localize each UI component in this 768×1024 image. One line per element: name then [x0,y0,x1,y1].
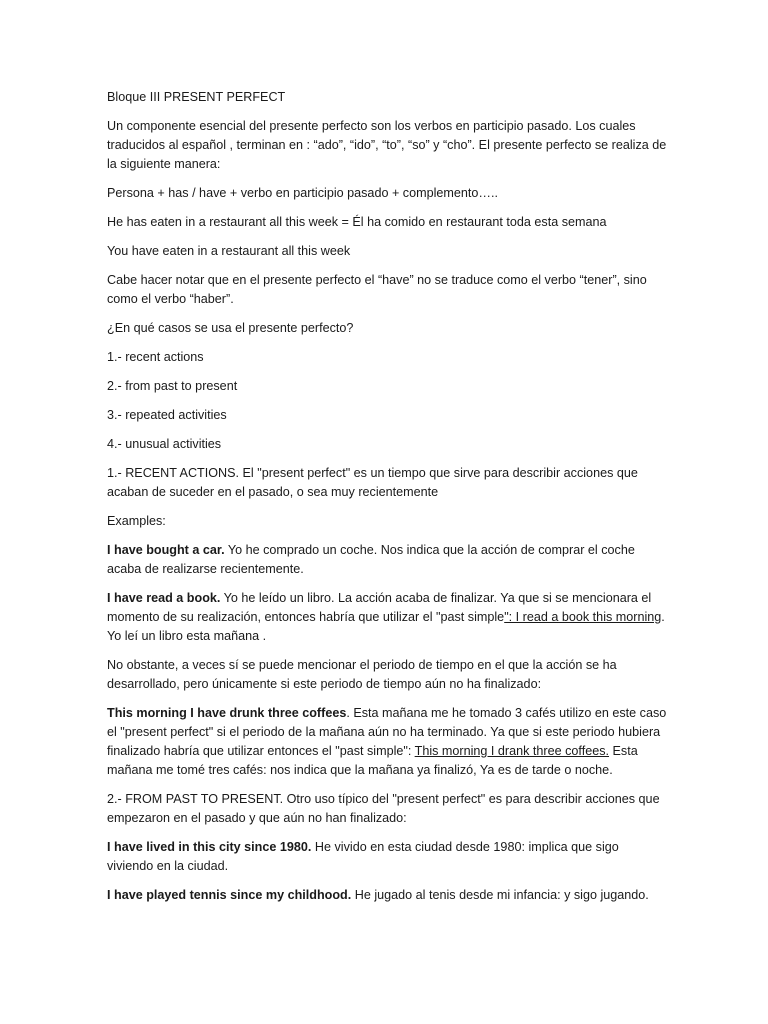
example-played-tennis-text: He jugado al tenis desde mi infancia: y sigo jugando. [351,888,649,902]
example-lived-city-bold: I have lived in this city since 1980. [107,840,312,854]
example-lived-city-text: He vivido en esta ciudad desde 1980: implica que sigo viviendo en la ciudad. [107,840,619,873]
example-he-has-eaten: He has eaten in a restaurant all this week = Él ha comido en restaurant toda esta semana [107,215,607,229]
example-coffees-tail: Esta mañana me tomé tres cafés: nos indica que la mañana ya finalizó, Ya es de tarde o noche. [107,744,638,777]
example-coffees [107,704,667,780]
example-bought-car-bold: I have bought a car. [107,543,225,557]
case-item-repeated-activities: 3.- repeated activities [107,408,227,422]
example-bought-car-text: Yo he comprado un coche. Nos indica que la acción de comprar el coche acaba de realizarse recientemente. [107,543,635,576]
usage-question: ¿En qué casos se usa el presente perfecto? [107,321,354,335]
recent-actions-paragraph: 1.- RECENT ACTIONS. El "present perfect" es un tiempo que sirve para describir acciones que acaban de suceder en el pasado, o sea muy recientemente [107,466,638,499]
example-read-book-bold: I have read a book. [107,591,221,605]
document-page [107,88,667,915]
example-played-tennis-bold: I have played tennis since my childhood. [107,888,352,902]
example-bought-car [107,541,667,579]
past-to-present-paragraph: 2.- FROM PAST TO PRESENT. Otro uso típico del "present perfect" es para describir acciones que empezaron en el pasado y que aún no han finalizado: [107,792,660,825]
example-coffees-text: . Esta mañana me he tomado 3 cafés utilizo en este caso el "present perfect" si el periodo de la mañana aún no ha terminado. Ya que si este periodo hubiera finalizado habría que utilizar entonces el "past simple": [107,706,667,758]
example-read-book-underlined: ": I read a book this morning [504,610,662,624]
document-title: Bloque III PRESENT PERFECT [107,90,286,104]
example-you-have-eaten: You have eaten in a restaurant all this week [107,244,351,258]
example-read-book-text: Yo he leído un libro. La acción acaba de finalizar. Ya que si se mencionara el momento de su realización, entonces habría que utilizar el "past simple [107,591,652,624]
example-read-book-tail: . Yo leí un libro esta mañana . [107,610,665,643]
formula-paragraph: Persona + has / have + verbo en participio pasado + complemento….. [107,186,498,200]
intro-paragraph: Un componente esencial del presente perfecto son los verbos en participio pasado. Los cuales traducidos al español , terminan en : “ado”, “ido”, “to”, “so” y “cho”. El presente perfecto se realiza de la siguiente manera: [107,119,667,171]
example-read-book [107,589,667,646]
however-paragraph: No obstante, a veces sí se puede mencionar el periodo de tiempo en el que la acción se ha desarrollado, pero únicamente si este periodo de tiempo aún no ha finalizado: [107,658,617,691]
example-played-tennis [107,886,667,905]
example-lived-city [107,838,667,876]
examples-label: Examples: [107,514,166,528]
case-item-past-to-present: 2.- from past to present [107,379,238,393]
case-item-recent-actions: 1.- recent actions [107,350,204,364]
example-coffees-bold: This morning I have drunk three coffees [107,706,347,720]
example-coffees-underlined: This morning I drank three coffees. [414,744,610,758]
case-item-unusual-activities: 4.- unusual activities [107,437,222,451]
have-translation-note: Cabe hacer notar que en el presente perfecto el “have” no se traduce como el verbo “tener”, sino como el verbo “haber”. [107,273,647,306]
